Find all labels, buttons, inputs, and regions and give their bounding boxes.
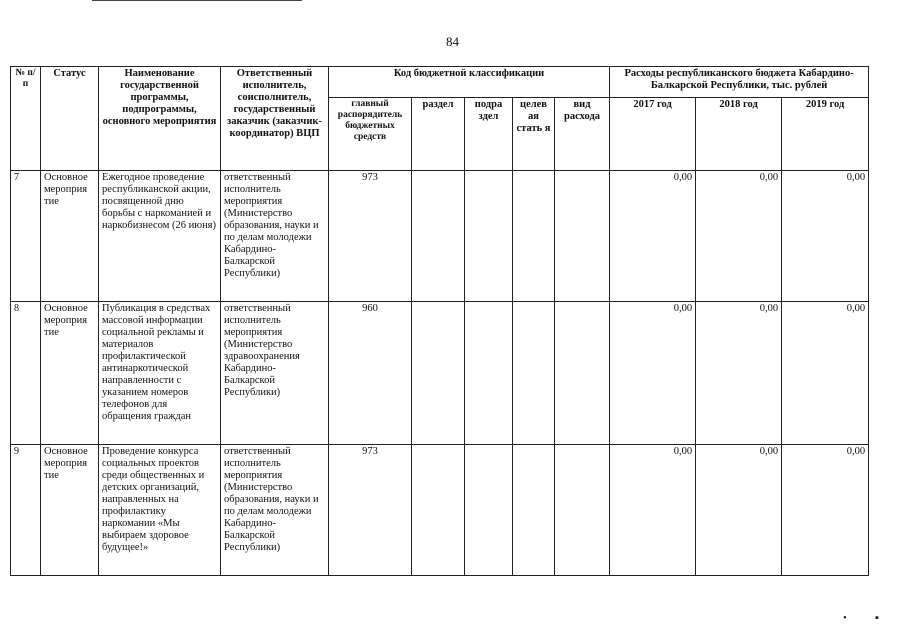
table-row	[11, 171, 869, 302]
header-expenses-group: Расходы республиканского бюджета Кабардино-Балкарской Республики, тыс. рублей	[610, 67, 869, 98]
row-grbs: 960	[329, 302, 412, 445]
row-target	[513, 302, 555, 445]
header-kbk-section: раздел	[412, 98, 465, 171]
top-rule	[92, 0, 302, 1]
budget-table	[10, 66, 869, 576]
scan-dot-mark: •	[843, 612, 847, 624]
row-subsection	[465, 302, 513, 445]
row-grbs: 973	[329, 445, 412, 576]
header-year-2017: 2017 год	[610, 98, 696, 171]
row-number: 8	[11, 302, 41, 445]
row-2017: 0,00	[610, 445, 696, 576]
header-kbk-main: главный распорядитель бюджетных средств	[329, 98, 412, 171]
row-2017: 0,00	[610, 171, 696, 302]
row-name: Публикация в средствах массовой информации социальной рекламы и материалов профилактической антинаркотической направленности с указанием номеров телефонов для обращения граждан	[99, 302, 221, 445]
row-target	[513, 171, 555, 302]
header-name: Наименование государственной программы, подпрограммы, основного мероприятия	[99, 67, 221, 171]
header-responsible: Ответственный исполнитель, соисполнитель, государственный заказчик (заказчик-координатор) ВЦП	[221, 67, 329, 171]
row-target	[513, 445, 555, 576]
row-type	[555, 445, 610, 576]
header-year-2018: 2018 год	[696, 98, 782, 171]
row-status: Основное мероприя тие	[41, 445, 99, 576]
row-2019: 0,00	[782, 445, 869, 576]
header-no: № п/п	[11, 67, 41, 171]
header-year-2019: 2019 год	[782, 98, 869, 171]
row-status: Основное мероприя тие	[41, 171, 99, 302]
header-kbk-type: вид расхода	[555, 98, 610, 171]
row-type	[555, 171, 610, 302]
row-responsible: ответственный исполнитель мероприятия (Министерство образования, науки и по делам молодежи Кабардино-Балкарской Республики)	[221, 445, 329, 576]
row-number: 7	[11, 171, 41, 302]
header-kbk-subsection: подра здел	[465, 98, 513, 171]
row-section	[412, 445, 465, 576]
page-number: 84	[446, 34, 459, 49]
header-status: Статус	[41, 67, 99, 171]
row-number: 9	[11, 445, 41, 576]
table-row	[11, 445, 869, 576]
row-2019: 0,00	[782, 171, 869, 302]
row-name: Ежегодное проведение республиканской акции, посвященной дню борьбы с наркоманией и наркобизнесом (26 июня)	[99, 171, 221, 302]
row-grbs: 973	[329, 171, 412, 302]
header-kbk-group: Код бюджетной классификации	[329, 67, 610, 98]
row-section	[412, 302, 465, 445]
row-responsible: ответственный исполнитель мероприятия (Министерство здравоохранения Кабардино-Балкарской Республики)	[221, 302, 329, 445]
table-row	[11, 302, 869, 445]
row-responsible: ответственный исполнитель мероприятия (Министерство образования, науки и по делам молодежи Кабардино-Балкарской Республики)	[221, 171, 329, 302]
row-status: Основное мероприя тие	[41, 302, 99, 445]
row-subsection	[465, 445, 513, 576]
scan-dash-mark: ▪	[875, 612, 879, 624]
row-2018: 0,00	[696, 171, 782, 302]
row-type	[555, 302, 610, 445]
header-row-1	[11, 67, 869, 98]
row-section	[412, 171, 465, 302]
row-name: Проведение конкурса социальных проектов среди общественных и детских организаций, направленных на профилактику наркомании «Мы выбираем здоровое будущее!»	[99, 445, 221, 576]
row-2018: 0,00	[696, 302, 782, 445]
header-kbk-target: целев ая стать я	[513, 98, 555, 171]
row-2019: 0,00	[782, 302, 869, 445]
row-subsection	[465, 171, 513, 302]
row-2018: 0,00	[696, 445, 782, 576]
row-2017: 0,00	[610, 302, 696, 445]
